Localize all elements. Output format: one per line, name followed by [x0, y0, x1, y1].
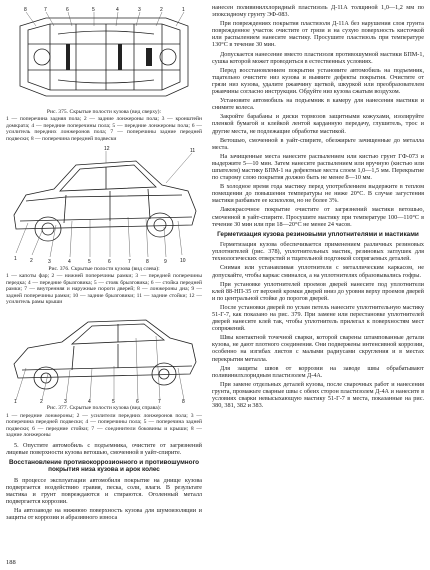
fig376-label: 4 — [68, 259, 71, 266]
fig375-label: 8 — [24, 7, 27, 13]
fig375-label: 2 — [160, 7, 163, 13]
body-paragraph: При замене отдельных деталей кузова, после сварочных работ и нанесения грунта, промажьте сварные швы с обеих сторон пластизолем Д-4А и нанесите в условиях сварки невысыхающую мастику 51-Г-7 в места, показанные на рис. 380, 381, 382 и 383. — [212, 380, 424, 410]
body-paragraph: Установите автомобиль на подъемник в камеру для нанесения мастики и снимите колеса. — [212, 97, 424, 112]
body-paragraph: 5. Опустите автомобиль с подъемника, очистите от загрязнений лицевые поверхности кузова ветошью, смоченной в уайт-спирите. — [6, 441, 202, 456]
fig376-label: 1 — [14, 256, 17, 263]
fig375-label: 1 — [182, 7, 185, 13]
page-number: 188 — [6, 559, 16, 566]
body-paragraph: Закройте барабаны и диски тормозов защитными кожухами, изолируйте пленкой бумагой и клейкой лентой карданную передачу, глушитель, трос и другие места, не подлежащие обработке мастикой. — [212, 113, 424, 135]
fig375-label: 5 — [92, 7, 95, 13]
fig376-label: 2 — [30, 258, 33, 265]
figure-377-legend: 1 — передние лонжероны; 2 — усилители передних лонжеронов пола; 3 — поперечина передней подвески; 4 — поперечины пола; 5 — поперечина задней подвески; 6 — передние стойки; 7 — соединители боковины и крыши; 8 — задние лонжероны — [6, 412, 202, 439]
fig376-label: 12 — [104, 146, 110, 153]
figure-375-caption — [6, 109, 202, 142]
body-paragraph: Для защиты швов от коррозии на заводе швы обрабатывают поливинилхлоридным пластизолем Д-4А. — [212, 364, 424, 379]
body-paragraph: На автозаводе на нижнюю поверхность кузова для шумоизоляции и защиты от коррозии и абразивного износа — [6, 506, 202, 521]
body-paragraph: На зачищенные места нанесите распылением или кистью грунт ГФ-073 и выдержите 5—10 мин. Затем нанесите распылением или вручную (кистью или шпателем) мастику БПМ-1 на дефектные места слоем 1,0—1,5 мм. Перекрытие по старому слою покрытия должно быть не менее 8—10 мм. — [212, 152, 424, 182]
fig376-label: 3 — [48, 259, 51, 266]
body-paragraph: При установке уплотнителей проемов дверей нанесите под уплотнители клей 88-НП-35 от верхней кромки дверей вниз до уровня верху проемов дверей и по центральной стойке до порогов дверей. — [212, 280, 424, 302]
fig376-label: 9 — [164, 259, 167, 266]
fig375-label: 3 — [138, 7, 141, 13]
body-left-view-drawing — [6, 145, 202, 265]
body-paragraph: Допускается нанесение вместо пластизоля противошумной мастики БПМ-1, сушка которой может проводиться в естественных условиях. — [212, 50, 424, 65]
fig377-label: 3 — [64, 399, 67, 405]
body-paragraph: Снимая или устанавливая уплотнители с металлическим каркасом, не допускайте, чтобы каркас сминался, а на уплотнителях образовывались гофры. — [212, 264, 424, 279]
fig376-label: 6 — [108, 259, 111, 266]
figure-375 — [6, 4, 202, 142]
figure-377 — [6, 308, 202, 438]
figure-376-title: Рис. 376. Скрытые полости кузова (вид слева): — [48, 266, 160, 273]
section-heading-underbody: Восстановление противокоррозионного и противошумного покрытия низа кузова и арок колес — [8, 458, 200, 474]
right-column — [212, 4, 424, 411]
figure-376-caption — [6, 266, 202, 305]
fig376-label: 5 — [88, 259, 91, 266]
fig376-label: 10 — [180, 258, 186, 265]
body-paragraph: Герметизация кузова обеспечивается применением различных резиновых уплотнителей (рис. 378), уплотнительных мастик, резиновых заглушек для технологических отверстий и тщательной подгонкой сопрягаемых деталей. — [212, 241, 424, 263]
body-paragraph: нанесен поливинилхлоридный пластизоль Д-11А толщиной 1,0—1,2 мм по эпоксидному грунту ЭФ-083. — [212, 4, 424, 19]
fig377-label: 7 — [158, 399, 161, 405]
fig377-label: 1 — [14, 399, 17, 405]
body-right-view-drawing — [6, 308, 202, 404]
body-top-view-drawing — [6, 4, 202, 108]
fig375-label: 6 — [66, 7, 69, 13]
fig376-label: 7 — [128, 259, 131, 266]
figure-375-legend: 1 — поперечина задняя пола; 2 — задние лонжероны пола; 3 — кронштейн домкрата; 4 — передние поперечины пола; 5 — передние лонжероны пола; 6 — усилитель передних лонжеронов пола; 7 — поперечины задние передней подвески; 8 — поперечина передней подвески — [6, 116, 202, 142]
body-paragraph: В холодное время года мастику перед употреблением выдержите в теплом помещении до повышения температуры не ниже 20°С. В случае загустения мастики разбавьте ее ксилолом, но не более 3%. — [212, 183, 424, 205]
body-paragraph: Ветошью, смоченной в уайт-спирите, обезжирьте зачищенные до металла места. — [212, 136, 424, 151]
figure-377-title: Рис. 377. Скрытые полости кузова (вид справа): — [46, 405, 162, 412]
body-paragraph: В процессе эксплуатации автомобиля покрытие на днище кузова подвергается воздействию гравия, песка, соли, влаги. В результате мастика и грунт повреждаются и стираются. Оголенный металл подвергается коррозии. — [6, 476, 202, 505]
fig376-label: 11 — [190, 148, 196, 155]
fig377-label: 4 — [88, 399, 91, 405]
fig375-label: 4 — [116, 7, 119, 13]
fig375-label: 7 — [44, 7, 47, 13]
fig377-label: 6 — [136, 399, 139, 405]
fig376-label: 8 — [146, 259, 149, 266]
fig377-label: 2 — [40, 399, 43, 405]
figure-375-title: Рис. 375. Скрытые полости кузова (вид сверху): — [46, 109, 162, 115]
fig377-label: 8 — [182, 399, 185, 405]
body-paragraph: Лакокрасочное покрытие очистите от загрязнений мастики ветошью, смоченной в уайт-спирите. Просушите мастику при температуре 100—110°С в течение 30 мин или при 18—20°С не менее 24 часов. — [212, 206, 424, 228]
figure-376 — [6, 145, 202, 305]
section-heading-sealing: Герметизация кузова резиновыми уплотнителями и мастиками — [217, 230, 419, 238]
fig377-label: 5 — [112, 399, 115, 405]
body-paragraph: Перед восстановлением покрытия установите автомобиль на подъемник, тщательно очистите низ кузова и выявите дефекты покрытия. Очистите от грязи низ кузова, удалите ржавчину щеткой, шкуркой или преобразователем ржавчины согласно инструкции. Обдуйте низ кузова сжатым воздухом. — [212, 66, 424, 96]
figure-376-legend: 1 — капоты фар; 2 — нижней поперечины рамки; 3 — передней поперечины передка; 4 — передние брызговика; 5 — стояк брызговика; 6 — стойка передней рамки; 7 — внутренняя и наружные пороги дверей; 8 — лонжероны дна; 9 — задней поперечины рамки; 10 — задние брызговики; 11 — задние стойки; 12 — усилитель рамы крыши — [6, 273, 202, 306]
figure-377-caption — [6, 405, 202, 438]
body-paragraph: Швы контактной точечной сварки, которой сварены штампованные детали кузова, не дают плотного соединения. Они подвержены интенсивной коррозии, особенно на изгибах листов с малыми радиусами скругления и в местах перекрытия металла. — [212, 334, 424, 363]
body-paragraph: При повреждениях покрытия пластизоля Д-11А без нарушения слоя грунта поврежденное участок очистите от грязи и на сухую поверхность кисточкой или распылением нанесите мастику. Просушите пластизоль при температуре 130°С в течение 30 мин. — [212, 20, 424, 49]
left-column — [6, 4, 202, 523]
body-paragraph: После установки дверей по углам петель нанесите уплотнительную мастику 51-Г-7, как показано на рис. 379. При замене или перестановке уплотнителей дверей нанесите клей так, чтобы уплотнитель прилегал к поверхностям мест сопряжений. — [212, 303, 424, 333]
